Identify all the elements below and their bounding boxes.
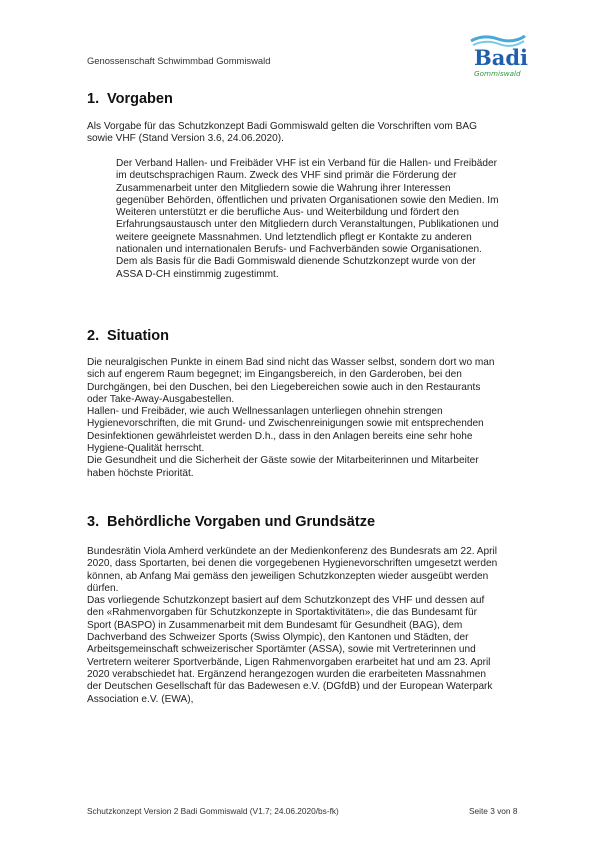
text-line: Desinfektionen gewährleistet werden D.h., dass in den Anlagen bereits eine sehr hohe	[87, 430, 473, 442]
text-line: Sport (BASPO) in Zusammenarbeit mit dem Bundesamt für Gesundheit (BAG), dem	[87, 619, 463, 631]
text-line: Die neuralgischen Punkte in einem Bad sind nicht das Wasser selbst, sondern dort wo man	[87, 357, 495, 368]
logo-sub-text: Gommiswald	[474, 69, 521, 78]
text-line: Als Vorgabe für das Schutzkonzept Badi Gommiswald gelten die Vorschriften vom BAG	[87, 121, 477, 132]
text-line: ASSA D-CH einstimmig zugestimmt.	[116, 268, 279, 280]
text-line: Erfahrungsaustausch unter den Mitgliedern durch Veranstaltungen, Publikationen und	[116, 219, 499, 231]
text-line: Bundesrätin Viola Amherd verkündete an der Medienkonferenz des Bundesrats am 22. April	[87, 546, 497, 557]
text-line: Arbeitsgemeinschaft schweizerischer Sportämter (ASSA), sowie mit Vertreterinnen und	[87, 644, 476, 656]
section-title: Behördliche Vorgaben und Grundsätze	[107, 514, 376, 530]
section-1-paragraph-1	[87, 121, 477, 146]
text-line: Dachverband des Schweizer Sports (Swiss Olympic), den Kantonen und Städten, der	[87, 632, 469, 644]
section-3-heading	[87, 514, 375, 530]
text-line: den «Rahmenvorgaben für Schutzkonzepte in Sportaktivitäten», die das Bundesamt für	[87, 607, 477, 619]
text-line: Der Verband Hallen- und Freibäder VHF ist ein Verband für die Hallen- und Freibäder	[116, 158, 497, 169]
section-number: 3.	[87, 514, 100, 530]
section-2-heading	[87, 328, 169, 344]
text-line: nationalen und internationalen Berufs- und Fachverbänden sowie Organisationen.	[116, 244, 482, 256]
text-line: Das vorliegende Schutzkonzept basiert auf dem Schutzkonzept des VHF und dessen auf	[87, 595, 485, 607]
text-line: Hallen- und Freibäder, wie auch Wellnessanlagen unterliegen ohnehin strengen	[87, 406, 443, 418]
text-line: sowie VHF (Stand Version 3.6, 24.06.2020).	[87, 133, 284, 145]
badi-gommiswald-logo	[468, 30, 528, 80]
section-3-paragraph-1	[87, 546, 497, 706]
logo-main-text: Badi	[474, 45, 528, 70]
footer-document-info: Schutzkonzept Version 2 Badi Gommiswald (V1.7; 24.06.2020/bs-fk)	[87, 806, 339, 816]
section-1-heading	[87, 91, 173, 107]
section-title: Situation	[107, 328, 170, 344]
text-line: sich auf engerem Raum begegnet; im Eingangsbereich, in den Garderoben, bei den	[87, 369, 462, 381]
text-line: Vertretern weiterer Sportverbände, Ligen Rahmenvorgaben erarbeitet hat und am 23. April	[87, 656, 491, 668]
section-2-paragraph-1	[87, 357, 495, 480]
text-line: 2020 verabschiedet hat. Ergänzend herangezogen wurden die erarbeiteten Massnahmen	[87, 668, 486, 680]
text-line: Die Gesundheit und die Sicherheit der Gäste sowie der Mitarbeiterinnen und Mitarbeiter	[87, 455, 479, 467]
section-1-paragraph-2	[116, 158, 499, 281]
text-line: Hygiene-Qualität herrscht.	[87, 443, 205, 455]
section-number: 1.	[87, 91, 100, 107]
text-line: Zusammenarbeit unter den Mitgliedern sowie die Wahrung ihrer Interessen	[116, 182, 451, 194]
text-line: der Deutschen Gesellschaft für das Badewesen e.V. (DGfdB) und der European Waterpark	[87, 681, 493, 693]
text-line: Durchgängen, bei den Duschen, bei den Liegebereichen sowie auch in den Restaurants	[87, 381, 481, 393]
header-organization: Genossenschaft Schwimmbad Gommiswald	[87, 55, 271, 66]
text-line: weitere geeignete Massnahmen. Und letztendlich pflegt er Kontakte zu anderen	[116, 231, 472, 243]
text-line: im deutschsprachigen Raum. Zweck des VHF sind primär die Förderung der	[116, 170, 457, 182]
text-line: 2020, dass Sportarten, bei denen die vorgegebenen Hygienevorschriften umgesetzt werden	[87, 558, 498, 570]
section-number: 2.	[87, 328, 100, 344]
text-line: oder Take-Away-Ausgabestellen.	[87, 393, 235, 405]
text-line: haben höchste Priorität.	[87, 467, 194, 479]
text-line: dürfen.	[87, 582, 119, 594]
text-line: Association e.V. (EWA),	[87, 693, 194, 705]
section-title: Vorgaben	[107, 91, 173, 107]
text-line: Weiteren unterstützt er die berufliche Aus- und Weiterbildung und fördert den	[116, 207, 460, 219]
text-line: Dem als Basis für die Badi Gommiswald dienende Schutzkonzept wurde von der	[116, 256, 476, 268]
text-line: Hygienevorschriften, die mit Grund- und Zwischenreinigungen sowie mit entsprechenden	[87, 418, 484, 430]
footer-page-number: Seite 3 von 8	[469, 806, 518, 816]
text-line: können, ab Anfang Mai gemäss den jeweiligen Schutzkonzepten wieder ausgeübt werden	[87, 570, 489, 582]
text-line: gegenüber Behörden, öffentlichen und privaten Organisationen sowie den Medien. Im	[116, 194, 499, 206]
